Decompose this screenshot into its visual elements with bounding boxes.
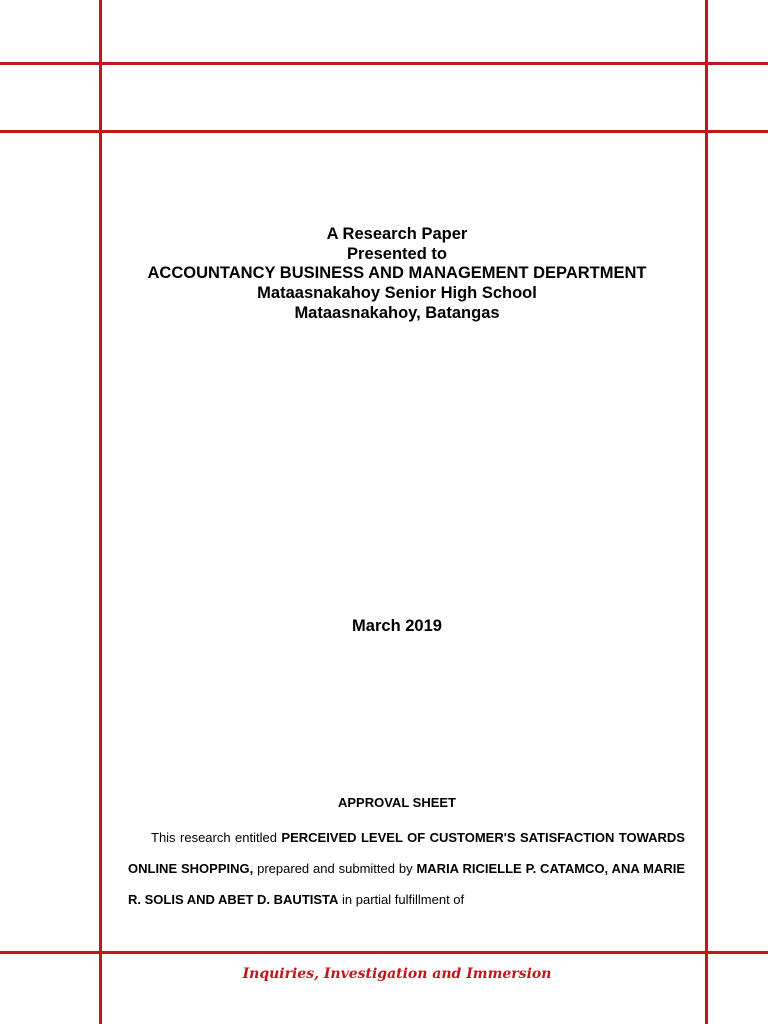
- approval-submitted-text: prepared and submitted by: [257, 861, 413, 876]
- footer-line: [0, 951, 768, 954]
- left-margin-line: [99, 0, 102, 1024]
- title-line-school: Mataasnakahoy Senior High School: [257, 284, 537, 303]
- approval-sheet-heading: APPROVAL SHEET: [338, 795, 456, 810]
- approval-fulfillment-text: in partial fulfillment of: [342, 892, 465, 907]
- approval-paragraph: [128, 822, 685, 915]
- title-line-department: ACCOUNTANCY BUSINESS AND MANAGEMENT DEPARTMENT: [147, 264, 647, 283]
- header-line-bottom: [0, 130, 768, 133]
- author-names: MARIA RICIELLE P. CATAMCO, ANA MARIE R. SOLIS AND ABET D. BAUTISTA: [128, 861, 686, 907]
- paper-date: March 2019: [352, 617, 442, 635]
- title-line-location: Mataasnakahoy, Batangas: [294, 303, 500, 322]
- approval-intro-text: This research entitled: [151, 830, 277, 845]
- right-margin-line: [705, 0, 708, 1024]
- title-block: [102, 225, 692, 324]
- footer-course-title: Inquiries, Investigation and Immersion: [242, 966, 552, 982]
- header-line-top: [0, 62, 768, 65]
- title-line-research-paper: A Research Paper: [326, 225, 468, 243]
- title-line-presented-to: Presented to: [347, 244, 447, 263]
- research-title: PERCEIVED LEVEL OF CUSTOMER'S SATISFACTION TOWARDS ONLINE SHOPPING,: [128, 830, 685, 876]
